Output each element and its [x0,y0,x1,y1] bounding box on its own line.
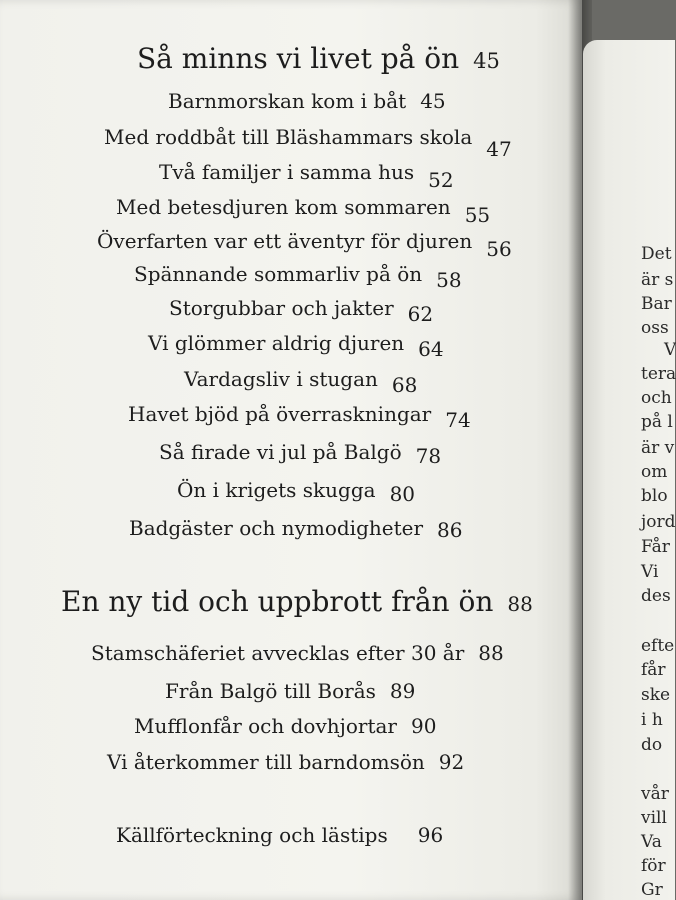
page-number: 62 [407,302,434,326]
toc-entry: Vi återkommer till barndomsön 92 [107,750,465,774]
page-number: 45 [420,89,446,113]
toc-entry: Vardagsliv i stugan 68 [184,367,418,397]
right-page-fragment: Får [641,537,670,557]
toc-entry: Badgäster och nymodigheter 86 [129,516,463,542]
toc-entry: Ön i krigets skugga 80 [177,478,416,506]
right-page-fragment: på l [641,412,673,432]
right-page-fragment: är s [641,270,674,290]
section-heading: En ny tid och uppbrott från ön 88 [61,585,533,618]
toc-entry: Två familjer i samma hus 52 [159,160,454,192]
toc-entry: Med betesdjuren kom sommaren 55 [116,195,491,227]
toc-entry: Mufflonfår och dovhjortar 90 [134,714,437,738]
section-heading: Så minns vi livet på ön 45 [137,42,500,75]
right-page-fragment: Gr [641,880,663,900]
right-page-fragment: vår [641,784,669,804]
page-number: 74 [445,408,471,432]
toc-entry: Med roddbåt till Bläshammars skola 47 [104,125,512,161]
toc-entry: Storgubbar och jakter 62 [169,296,434,326]
page-number: 56 [486,237,512,261]
right-page-fragment: jord [641,512,676,532]
right-page-fragment: ske [641,685,671,705]
right-page-fragment: do [641,735,663,755]
page-number: 89 [389,679,416,703]
toc-entry-sources: Källförteckning och lästips 96 [116,823,444,847]
page-number: 45 [473,49,500,73]
right-page-fragment: i h [641,710,663,730]
toc-entry: Spännande sommarliv på ön 58 [134,262,462,292]
toc-entry: Från Balgö till Borås 89 [165,679,416,703]
right-page-fragment: des [641,586,671,606]
page-number: 90 [410,714,437,738]
right-page-fragment: för [641,856,666,876]
page-number: 86 [437,518,463,542]
toc-entry: Stamschäferiet avvecklas efter 30 år 88 [91,641,504,665]
page-number: 88 [478,641,504,665]
right-page-fragment: blo [641,486,668,506]
right-page-fragment: Vi [641,562,659,582]
right-page-fragment: tera [641,364,676,384]
page-number: 78 [415,444,442,468]
toc-entry: Barnmorskan kom i båt 45 [168,89,446,113]
right-page-fragment: får [641,660,666,680]
toc-entry: Vi glömmer aldrig djuren 64 [148,331,444,361]
right-page-fragment: vill [641,808,667,828]
right-page-fragment: är v [641,438,675,458]
page-number: 58 [436,268,462,292]
toc-entry: Havet bjöd på överraskningar 74 [128,402,471,432]
toc-entry: Så firade vi jul på Balgö 78 [159,440,442,468]
page-number: 92 [438,750,465,774]
right-page-fragment: Bar [641,294,672,314]
page-number: 64 [418,337,444,361]
right-page-fragment: efte [641,636,675,656]
right-page-fragment: och [641,388,672,408]
page-number: 55 [464,203,491,227]
page-number: 52 [428,168,454,192]
page-number: 96 [417,823,444,847]
right-page-fragment: om [641,462,668,482]
right-page-fragment: oss [641,318,669,338]
page-number: 68 [391,373,418,397]
page-number: 80 [389,482,416,506]
toc-entry: Överfarten var ett äventyr för djuren 56 [97,229,512,261]
right-page-fragment: Det [641,244,672,264]
right-page-fragment: V [664,340,676,360]
page-number: 47 [486,137,512,161]
page-number: 88 [507,592,533,616]
right-page-fragment: Va [641,832,662,852]
